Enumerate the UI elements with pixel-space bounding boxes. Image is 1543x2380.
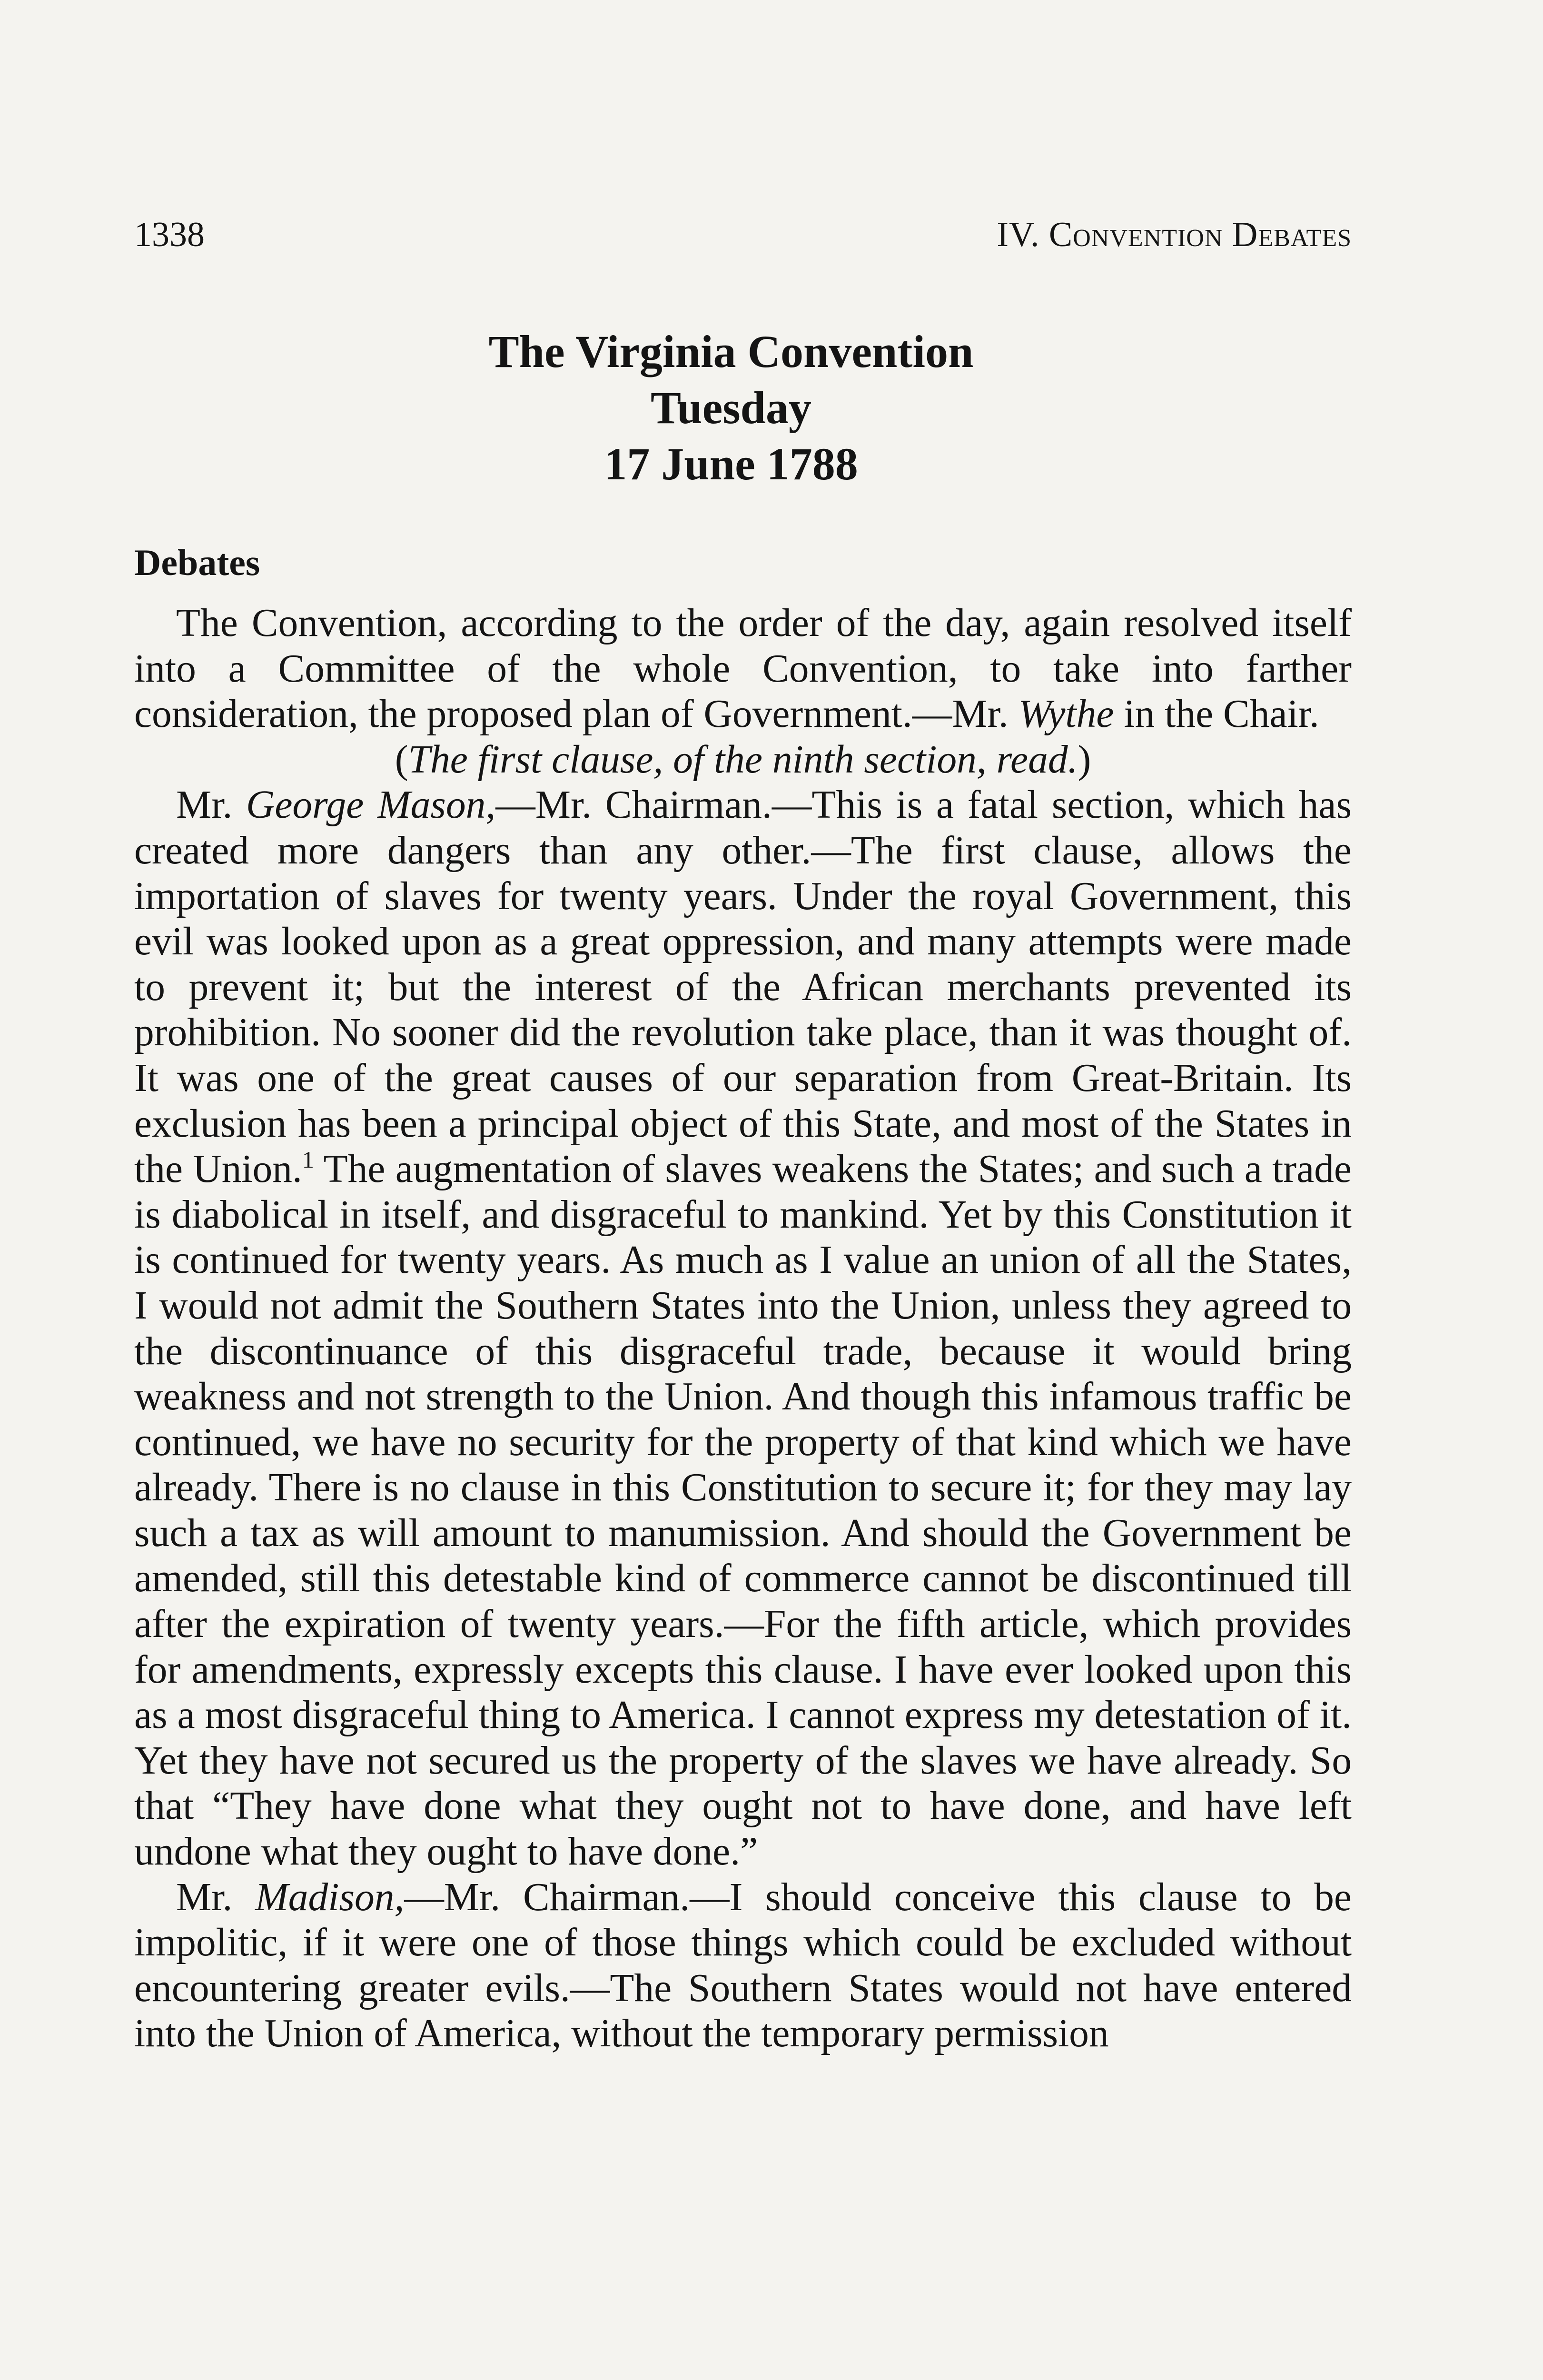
- paragraph-text: in the Chair.: [1114, 692, 1319, 736]
- body-text: [134, 601, 1352, 2057]
- speaker-name-mason: George Mason,: [246, 783, 496, 827]
- section-heading: IV. Convention Debates: [997, 215, 1352, 254]
- close-paren: ): [1078, 737, 1091, 782]
- page-title: [0, 324, 1543, 492]
- footnote-marker: 1: [302, 1146, 314, 1173]
- title-line-convention: The Virginia Convention: [488, 326, 974, 377]
- speaker-prefix: Mr.: [176, 1875, 256, 1919]
- title-line-weekday: Tuesday: [651, 382, 811, 433]
- clause-note-text: The first clause, of the ninth section, read.: [408, 737, 1078, 782]
- paragraph-text: —Mr. Chairman.—I should conceive this clause to be impolitic, if it were one of those things which could be excluded without encountering greater evils.—The Southern States would not have entered into the Union of America, without the temporary permission: [134, 1875, 1352, 2056]
- paragraph-mason-speech: [134, 783, 1352, 1874]
- title-line-date: 17 June 1788: [604, 438, 858, 489]
- subhead-debates: Debates: [134, 542, 260, 583]
- speaker-prefix: Mr.: [176, 783, 247, 827]
- paragraph-text: The Convention, according to the order of the day, again resolved itself into a Committee of the whole Convention, to take into farther consideration, the proposed plan of Government.—Mr.: [134, 601, 1352, 736]
- clause-read-note: [134, 737, 1352, 783]
- running-head: [134, 213, 1352, 256]
- speaker-name-madison: Madison,: [255, 1875, 405, 1919]
- paragraph-convention-resolved: [134, 601, 1352, 737]
- page-number: 1338: [134, 215, 205, 254]
- paragraph-text: —Mr. Chairman.—This is a fatal section, which has created more dangers than any other.—The first clause, allows the importation of slaves for twenty years. Under the royal Government, this evil was looked upon as a great oppression, and many attempts were made to prevent it; but the interest of the African merchants prevented its prohibition. No sooner did the revolution take place, than it was thought of. It was one of the great causes of our separation from Great-Britain. Its exclusion has been a principal object of this State, and most of the States in the Union.: [134, 783, 1352, 1191]
- person-name-wythe: Wythe: [1018, 692, 1114, 736]
- paragraph-madison-speech: [134, 1875, 1352, 2057]
- open-paren: (: [395, 737, 408, 782]
- paragraph-text: The augmentation of slaves weakens the States; and such a trade is diabolical in itself, and disgraceful to mankind. Yet by this Constitution it is continued for twenty years. As much as I value an union of all the States, I would not admit the Southern States into the Union, unless they agreed to the discontinuance of this disgraceful trade, because it would bring weakness and not strength to the Union. And though this infamous traffic be continued, we have no security for the property of that kind which we have already. There is no clause in this Constitution to secure it; for they may lay such a tax as will amount to manumission. And should the Government be amended, still this detestable kind of commerce cannot be discontinued till after the expiration of twenty years.—For the fifth article, which provides for amendments, expressly excepts this clause. I have ever looked upon this as a most disgraceful thing to America. I cannot express my detestation of it. Yet they have not secured us the property of the slaves we have already. So that “They have done what they ought not to have done, and have left undone what they ought to have done.”: [134, 1147, 1352, 1874]
